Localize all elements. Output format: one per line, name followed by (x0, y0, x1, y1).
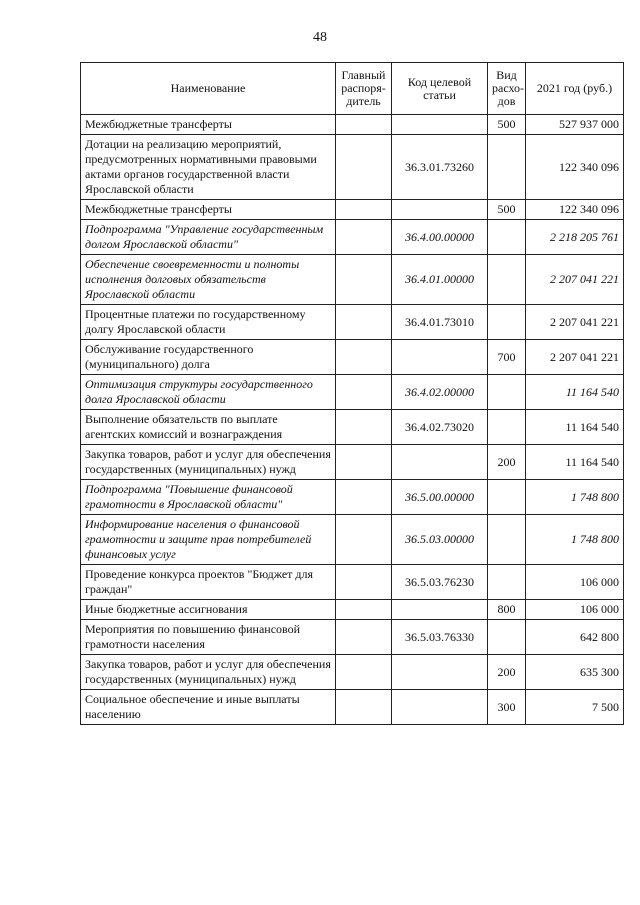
row-target-code (392, 655, 488, 690)
row-target-code (392, 340, 488, 375)
row-amount: 527 937 000 (526, 115, 624, 135)
row-name: Обеспечение своевременности и полноты исполнения долговых обязательств Ярославской области (81, 255, 336, 305)
row-amount: 1 748 800 (526, 480, 624, 515)
row-expense-type: 500 (488, 200, 526, 220)
row-expense-type (488, 135, 526, 200)
row-expense-type: 700 (488, 340, 526, 375)
row-target-code (392, 115, 488, 135)
row-main-manager (336, 255, 392, 305)
table-row (81, 445, 624, 480)
row-name: Закупка товаров, работ и услуг для обеспечения государственных (муниципальных) нужд (81, 655, 336, 690)
row-name: Межбюджетные трансферты (81, 200, 336, 220)
row-amount: 106 000 (526, 600, 624, 620)
row-main-manager (336, 480, 392, 515)
row-expense-type (488, 375, 526, 410)
table-row (81, 690, 624, 725)
row-target-code: 36.5.03.76230 (392, 565, 488, 600)
row-main-manager (336, 410, 392, 445)
row-main-manager (336, 565, 392, 600)
row-main-manager (336, 200, 392, 220)
row-target-code (392, 445, 488, 480)
table-row (81, 220, 624, 255)
row-name: Подпрограмма "Управление государственным долгом Ярославской области" (81, 220, 336, 255)
row-expense-type (488, 305, 526, 340)
row-amount: 1 748 800 (526, 515, 624, 565)
header-expense-type: Вид расхо-дов (488, 63, 526, 115)
table-row (81, 375, 624, 410)
row-target-code (392, 600, 488, 620)
header-name: Наименование (81, 63, 336, 115)
row-amount: 122 340 096 (526, 135, 624, 200)
row-main-manager (336, 115, 392, 135)
row-amount: 7 500 (526, 690, 624, 725)
table-row (81, 620, 624, 655)
row-expense-type (488, 480, 526, 515)
row-target-code: 36.4.01.00000 (392, 255, 488, 305)
row-main-manager (336, 340, 392, 375)
table-row (81, 135, 624, 200)
row-name: Социальное обеспечение и иные выплаты населению (81, 690, 336, 725)
row-target-code: 36.5.00.00000 (392, 480, 488, 515)
row-main-manager (336, 620, 392, 655)
table-header-row (81, 63, 624, 115)
row-expense-type: 800 (488, 600, 526, 620)
row-main-manager (336, 600, 392, 620)
row-amount: 2 207 041 221 (526, 255, 624, 305)
row-target-code (392, 200, 488, 220)
row-amount: 106 000 (526, 565, 624, 600)
table-row (81, 255, 624, 305)
row-target-code: 36.4.02.00000 (392, 375, 488, 410)
row-amount: 642 800 (526, 620, 624, 655)
row-amount: 11 164 540 (526, 410, 624, 445)
row-expense-type (488, 410, 526, 445)
row-name: Дотации на реализацию мероприятий, предусмотренных нормативными правовыми актами органов государственной власти Ярославской области (81, 135, 336, 200)
table-row (81, 305, 624, 340)
row-main-manager (336, 305, 392, 340)
row-expense-type: 500 (488, 115, 526, 135)
row-name: Процентные платежи по государственному долгу Ярославской области (81, 305, 336, 340)
row-amount: 635 300 (526, 655, 624, 690)
page-number: 48 (313, 30, 327, 45)
row-expense-type (488, 620, 526, 655)
table-row (81, 480, 624, 515)
row-main-manager (336, 375, 392, 410)
row-name: Подпрограмма "Повышение финансовой грамотности в Ярославской области" (81, 480, 336, 515)
row-amount: 2 207 041 221 (526, 305, 624, 340)
row-main-manager (336, 135, 392, 200)
budget-table (80, 62, 624, 725)
table-row (81, 200, 624, 220)
row-main-manager (336, 690, 392, 725)
row-expense-type: 300 (488, 690, 526, 725)
row-expense-type (488, 565, 526, 600)
row-target-code: 36.4.00.00000 (392, 220, 488, 255)
row-name: Оптимизация структуры государственного долга Ярославской области (81, 375, 336, 410)
row-target-code: 36.4.01.73010 (392, 305, 488, 340)
row-main-manager (336, 515, 392, 565)
table-row (81, 600, 624, 620)
table-row (81, 565, 624, 600)
row-target-code (392, 690, 488, 725)
row-amount: 2 218 205 761 (526, 220, 624, 255)
row-name: Мероприятия по повышению финансовой грамотности населения (81, 620, 336, 655)
row-name: Проведение конкурса проектов "Бюджет для граждан" (81, 565, 336, 600)
row-expense-type (488, 515, 526, 565)
row-expense-type (488, 220, 526, 255)
row-expense-type: 200 (488, 655, 526, 690)
row-name: Закупка товаров, работ и услуг для обеспечения государственных (муниципальных) нужд (81, 445, 336, 480)
row-target-code: 36.5.03.76330 (392, 620, 488, 655)
row-name: Обслуживание государственного (муниципального) долга (81, 340, 336, 375)
row-target-code: 36.5.03.00000 (392, 515, 488, 565)
row-amount: 11 164 540 (526, 445, 624, 480)
table-row (81, 655, 624, 690)
table-body (81, 115, 624, 725)
row-target-code: 36.3.01.73260 (392, 135, 488, 200)
row-expense-type: 200 (488, 445, 526, 480)
table-row (81, 410, 624, 445)
table-row (81, 340, 624, 375)
row-main-manager (336, 655, 392, 690)
row-name: Межбюджетные трансферты (81, 115, 336, 135)
row-main-manager (336, 220, 392, 255)
row-target-code: 36.4.02.73020 (392, 410, 488, 445)
row-amount: 122 340 096 (526, 200, 624, 220)
row-name: Выполнение обязательств по выплате агентских комиссий и вознаграждения (81, 410, 336, 445)
row-main-manager (336, 445, 392, 480)
header-main-manager: Главный распоря-дитель (336, 63, 392, 115)
row-amount: 11 164 540 (526, 375, 624, 410)
row-amount: 2 207 041 221 (526, 340, 624, 375)
header-amount-2021: 2021 год (руб.) (526, 63, 624, 115)
row-name: Информирование населения о финансовой грамотности и защите прав потребителей финансовых услуг (81, 515, 336, 565)
table-row (81, 115, 624, 135)
row-name: Иные бюджетные ассигнования (81, 600, 336, 620)
row-expense-type (488, 255, 526, 305)
header-target-code: Код целевой статьи (392, 63, 488, 115)
table-row (81, 515, 624, 565)
